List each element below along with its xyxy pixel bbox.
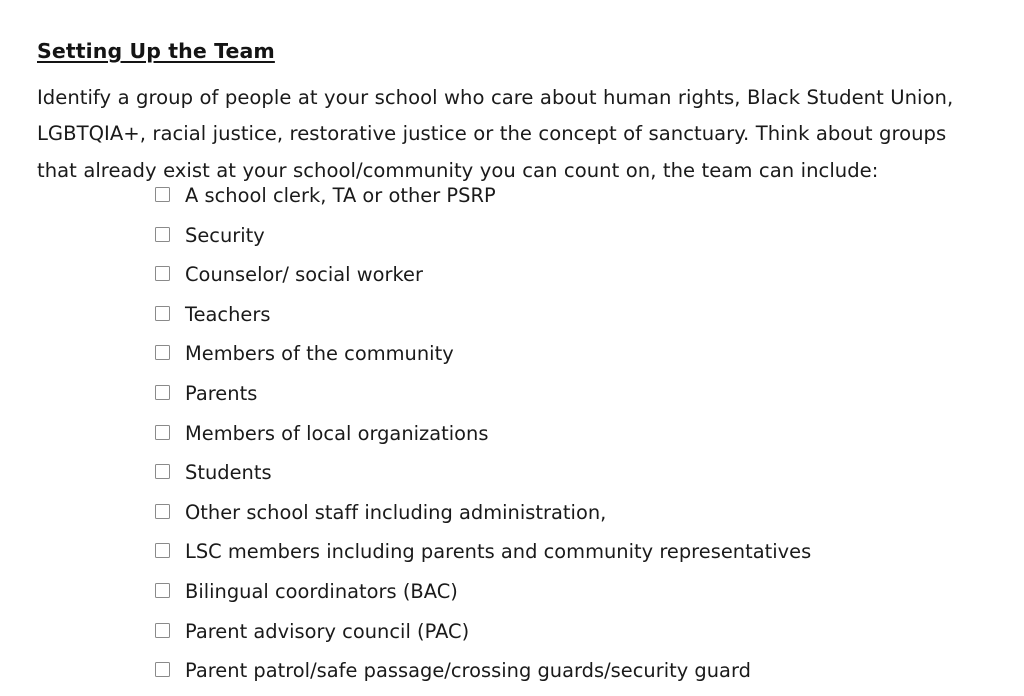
empty-checkbox-icon[interactable] bbox=[155, 306, 170, 321]
empty-checkbox-icon[interactable] bbox=[155, 425, 170, 440]
list-item-label: Security bbox=[185, 223, 265, 247]
list-item-label: Counselor/ social worker bbox=[185, 263, 423, 287]
empty-checkbox-icon[interactable] bbox=[155, 662, 170, 677]
empty-checkbox-icon[interactable] bbox=[155, 345, 170, 360]
list-item[interactable] bbox=[155, 334, 995, 374]
empty-checkbox-icon[interactable] bbox=[155, 187, 170, 202]
list-item[interactable] bbox=[155, 651, 995, 691]
list-item-label: Teachers bbox=[185, 302, 271, 326]
list-item[interactable] bbox=[155, 176, 995, 216]
list-item[interactable] bbox=[155, 255, 995, 295]
empty-checkbox-icon[interactable] bbox=[155, 543, 170, 558]
list-item[interactable] bbox=[155, 414, 995, 454]
empty-checkbox-icon[interactable] bbox=[155, 583, 170, 598]
list-item-label: Students bbox=[185, 461, 272, 485]
list-item[interactable] bbox=[155, 532, 995, 572]
list-item-label: Other school staff including administration, bbox=[185, 500, 607, 524]
list-item-label: Parents bbox=[185, 381, 258, 405]
empty-checkbox-icon[interactable] bbox=[155, 227, 170, 242]
list-item-label: LSC members including parents and community representatives bbox=[185, 540, 812, 564]
list-item[interactable] bbox=[155, 612, 995, 652]
empty-checkbox-icon[interactable] bbox=[155, 623, 170, 638]
list-item[interactable] bbox=[155, 572, 995, 612]
list-item-label: A school clerk, TA or other PSRP bbox=[185, 184, 496, 207]
empty-checkbox-icon[interactable] bbox=[155, 266, 170, 281]
list-item[interactable] bbox=[155, 493, 995, 533]
list-item-label: Members of local organizations bbox=[185, 421, 489, 445]
list-item-label: Parent patrol/safe passage/crossing guards/security guard bbox=[185, 659, 751, 683]
intro-paragraph: Identify a group of people at your school who care about human rights, Black Student Union, LGBTQIA+, racial justice, restorative justice or the concept of sanctuary. Think about groups that already exist at your school/community you can count on, the team can include: bbox=[37, 85, 954, 183]
list-item[interactable] bbox=[155, 453, 995, 493]
team-checklist bbox=[155, 176, 995, 691]
list-item[interactable] bbox=[155, 295, 995, 335]
list-item[interactable] bbox=[155, 374, 995, 414]
empty-checkbox-icon[interactable] bbox=[155, 385, 170, 400]
list-item[interactable] bbox=[155, 216, 995, 256]
page-title: Setting Up the Team bbox=[37, 38, 275, 63]
empty-checkbox-icon[interactable] bbox=[155, 504, 170, 519]
list-item-label: Parent advisory council (PAC) bbox=[185, 619, 470, 643]
list-item-label: Members of the community bbox=[185, 342, 454, 366]
empty-checkbox-icon[interactable] bbox=[155, 464, 170, 479]
list-item-label: Bilingual coordinators (BAC) bbox=[185, 579, 458, 603]
